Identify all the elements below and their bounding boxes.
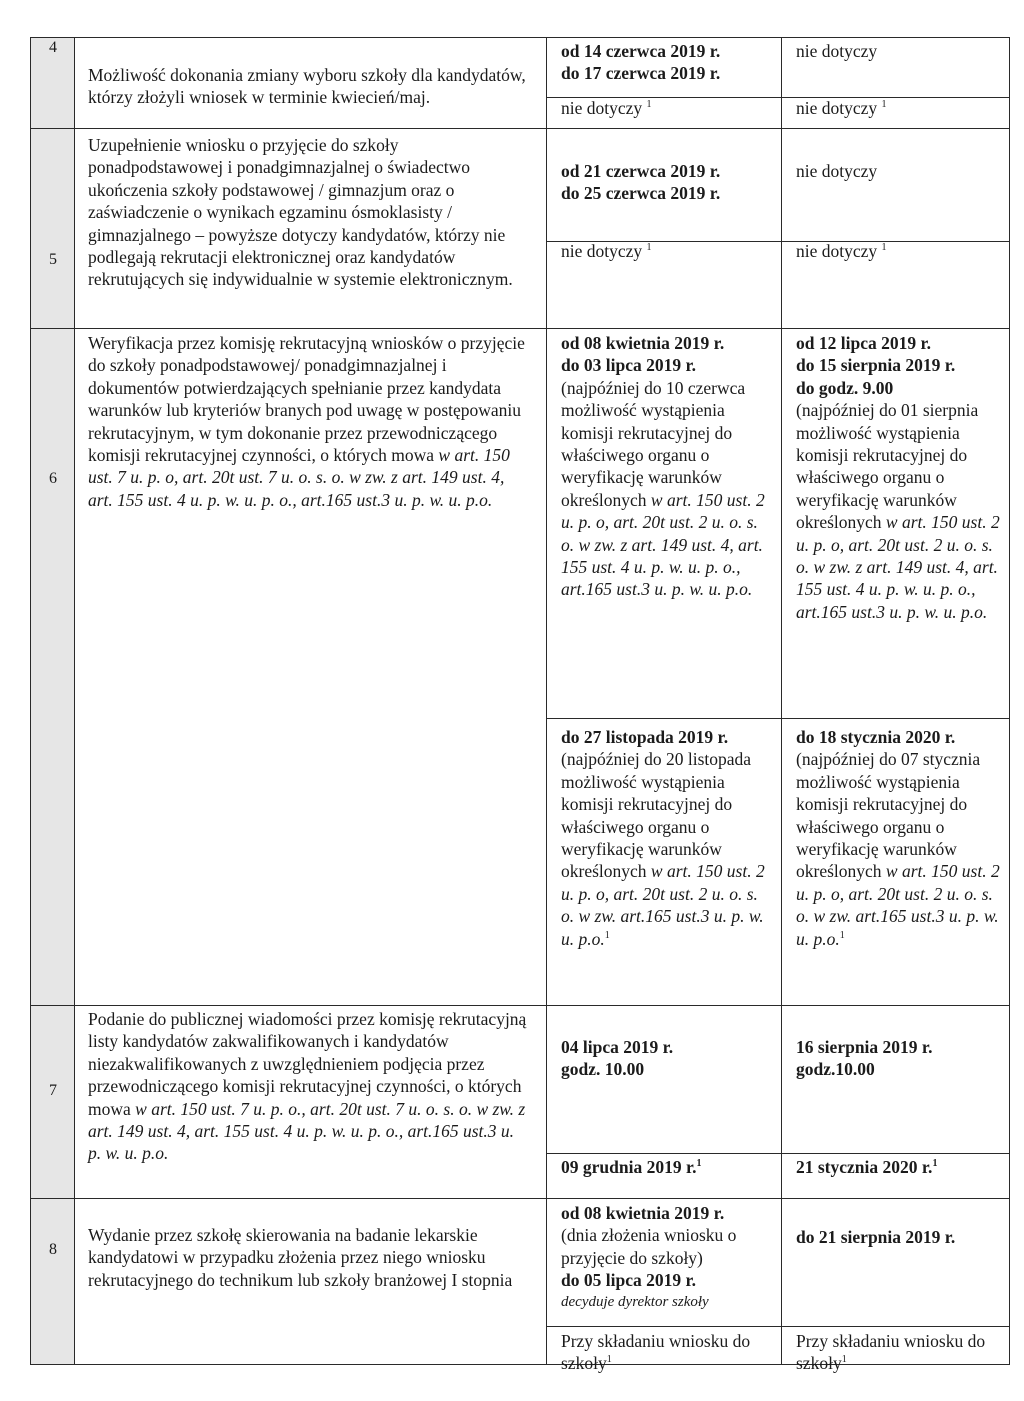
announcement-date: 09 grudnia 2019 r.$^1$ (561, 1157, 702, 1177)
row-number: 8 (49, 1241, 57, 1258)
column-divider (781, 38, 782, 1364)
row-number-column (31, 38, 75, 1364)
row-divider (31, 1005, 1009, 1006)
subrow-divider (546, 1326, 1009, 1327)
referral-timing: Przy składaniu wniosku do szkoły$^1$ (796, 1331, 986, 1374)
subrow-divider (546, 1153, 1009, 1154)
time-limit: do godz. 9.00 (796, 377, 894, 398)
row-number: 7 (49, 1082, 57, 1099)
deadline-block (796, 332, 1001, 623)
deadline-note: (najpóźniej do 01 sierpnia możliwość wystąpienia komisji rekrutacyjnej do właściwego organu o weryfikację warunków określonych (796, 400, 979, 533)
deadline-block (561, 332, 773, 601)
not-applicable: nie dotyczy $^1$ (561, 98, 652, 118)
footnote-mark: 1 (881, 99, 887, 111)
announcement-date (561, 1036, 773, 1081)
deadline-note: (najpóźniej do 10 czerwca możliwość wystąpienia komisji rekrutacyjnej do właściwego organu o weryfikację warunków określonych (561, 377, 746, 510)
date-to: do 03 lipca 2019 r. (561, 355, 696, 376)
footnote-mark: 1 (696, 1158, 702, 1170)
legal-reference: w art. 150 ust. 2 u. p. o, art. 20t ust. 2 u. o. s. o. w zw. z art. 149 ust. 4, art. 155 ust. 4 u. p. w. u. p. o., art.165 ust.3 u. p. w. u. p.o. (796, 512, 1000, 622)
legal-reference: w art. 150 ust. 7 u. p. o., art. 20t ust. 7 u. o. s. o. w zw. z art. 149 ust. 4, art. 155 ust. 4 u. p. w. u. p. o., art.165 ust.3 u. p. w. u. p.o. (88, 1098, 526, 1164)
not-applicable: nie dotyczy $^1$ (561, 241, 652, 261)
footnote-mark: 1 (841, 1354, 847, 1366)
announcement-date: 21 stycznia 2020 r.$^1$ (796, 1157, 938, 1177)
date-from: od 08 kwietnia 2019 r. (561, 1203, 725, 1223)
row-number: 6 (49, 470, 57, 487)
not-applicable: nie dotyczy (796, 161, 878, 181)
date-range (561, 40, 773, 85)
legal-reference: w art. 150 ust. 7 u. p. o, art. 20t ust. 7 u. o. s. o. w zw. z art. 149 ust. 4, art. 155 ust. 4 u. p. w. u. p. o., art.165 ust.3 u. p. w. u. p.o. (88, 445, 510, 510)
date: 04 lipca 2019 r. (561, 1037, 674, 1057)
footnote-mark: 1 (606, 1354, 612, 1366)
footnote-mark: 1 (646, 242, 652, 254)
date-from: od 08 kwietnia 2019 r. (561, 333, 725, 353)
referral-date: do 21 sierpnia 2019 r. (796, 1227, 956, 1247)
announcement-date (796, 1036, 1001, 1081)
deadline-note: (dnia złożenia wniosku o przyjęcie do szkoły) (561, 1225, 737, 1268)
schedule-table (30, 37, 1010, 1374)
row-description: Uzupełnienie wniosku o przyjęcie do szkoły ponadpodstawowej i ponadgimnazjalnej o świadectwo ukończenia szkoły podstawowej / gimnazjum oraz o zaświadczenie o wynikach egzaminu ósmoklasisty / gimnazjalnego – powyższe dotyczy kandydatów, którzy nie podlegają rekrutacji elektronicznej oraz kandydatów rekrutujących się indywidualnie w systemie elektronicznym. (88, 135, 513, 290)
footnote-mark: 1 (604, 929, 610, 941)
legal-reference: w art. 150 ust. 2 u. p. o, art. 20t ust. 2 u. o. s. o. w zw. art.165 ust.3 u. p. w. u. p.o. (796, 861, 1000, 949)
row-description: Możliwość dokonania zmiany wyboru szkoły dla kandydatów, którzy złożyli wniosek w terminie kwiecień/maj. (88, 65, 526, 108)
decision-note: decyduje dyrektor szkoły (561, 1293, 709, 1310)
deadline-block (561, 726, 773, 950)
date: 16 sierpnia 2019 r. (796, 1037, 933, 1057)
deadline-note: (najpóźniej do 20 listopada możliwość wystąpienia komisji rekrutacyjnej do właściwego organu o weryfikację warunków określonych (561, 749, 752, 882)
date-from: od 14 czerwca 2019 r. (561, 41, 721, 61)
time: godz.10.00 (796, 1059, 875, 1080)
date-range (561, 160, 773, 205)
footnote-mark: 1 (646, 99, 652, 111)
row-divider (31, 1198, 1009, 1199)
legal-reference: w art. 150 ust. 2 u. p. o, art. 20t ust. 2 u. o. s. o. w zw. z art. 149 ust. 4, art. 155 ust. 4 u. p. w. u. p. o., art.165 ust.3 u. p. w. u. p.o. (561, 489, 765, 600)
row-number: 5 (49, 251, 57, 268)
date-to: do 27 listopada 2019 r. (561, 727, 729, 747)
row-divider (31, 128, 1009, 129)
date-to: do 25 czerwca 2019 r. (561, 183, 721, 204)
not-applicable: nie dotyczy (796, 41, 878, 61)
date-to: do 17 czerwca 2019 r. (561, 63, 721, 84)
legal-reference: w art. 150 ust. 2 u. p. o, art. 20t ust. 2 u. o. s. o. w zw. art.165 ust.3 u. p. w. u. p.o. (561, 861, 765, 949)
date-from: od 21 czerwca 2019 r. (561, 161, 721, 181)
not-applicable: nie dotyczy $^1$ (796, 98, 887, 118)
footnote-mark: 1 (932, 1158, 938, 1170)
deadline-block (796, 726, 1001, 950)
date-to: do 05 lipca 2019 r. (561, 1270, 696, 1291)
date-to: do 15 sierpnia 2019 r. (796, 355, 956, 376)
row-number: 4 (49, 39, 57, 56)
deadline-note: (najpóźniej do 07 stycznia możliwość wystąpienia komisji rekrutacyjnej do właściwego organu o weryfikację warunków określonych (796, 749, 981, 882)
row-description: Wydanie przez szkołę skierowania na badanie lekarskie kandydatowi w przypadku złożenia przez niego wniosku rekrutacyjnego do technikum lub szkoły branżowej I stopnia (88, 1225, 513, 1290)
referral-period (561, 1202, 779, 1312)
row-divider (31, 328, 1009, 329)
row-description: Podanie do publicznej wiadomości przez komisję rekrutacyjną listy kandydatów zakwalifikowanych i kandydatów niezakwalifikowanych z uwzględnieniem podjęcia przez przewodniczącego komisji rekrutacyjnej czynności, o których mowa w art. 150 ust. 7 u. p. o., art. 20t ust. 7 u. o. s. o. w zw. z art. 149 ust. 4, art. 155 ust. 4 u. p. w. u. p. o., art.165 ust.3 u. p. w. u. p.o. (88, 1009, 527, 1164)
footnote-mark: 1 (881, 242, 887, 254)
time: godz. 10.00 (561, 1059, 645, 1080)
date-to: do 18 stycznia 2020 r. (796, 727, 956, 747)
footnote-mark: 1 (839, 929, 845, 941)
row-description: Weryfikacja przez komisję rekrutacyjną wniosków o przyjęcie do szkoły ponadpodstawowej/ ponadgimnazjalnej i dokumentów potwierdzających spełnianie przez kandydata warunków lub kryteriów branych pod uwagę w postępowaniu rekrutacyjnym, w tym dokonanie przez przewodniczącego komisji rekrutacyjnej czynności, o których mowa w art. 150 ust. 7 u. p. o, art. 20t ust. 7 u. o. s. o. w zw. z art. 149 ust. 4, art. 155 ust. 4 u. p. w. u. p. o., art.165 ust.3 u. p. w. u. p.o. (88, 333, 525, 510)
column-divider (546, 38, 547, 1364)
date-from: od 12 lipca 2019 r. (796, 333, 931, 353)
subrow-divider (546, 718, 1009, 719)
not-applicable: nie dotyczy $^1$ (796, 241, 887, 261)
referral-timing: Przy składaniu wniosku do szkoły$^1$ (561, 1331, 751, 1374)
